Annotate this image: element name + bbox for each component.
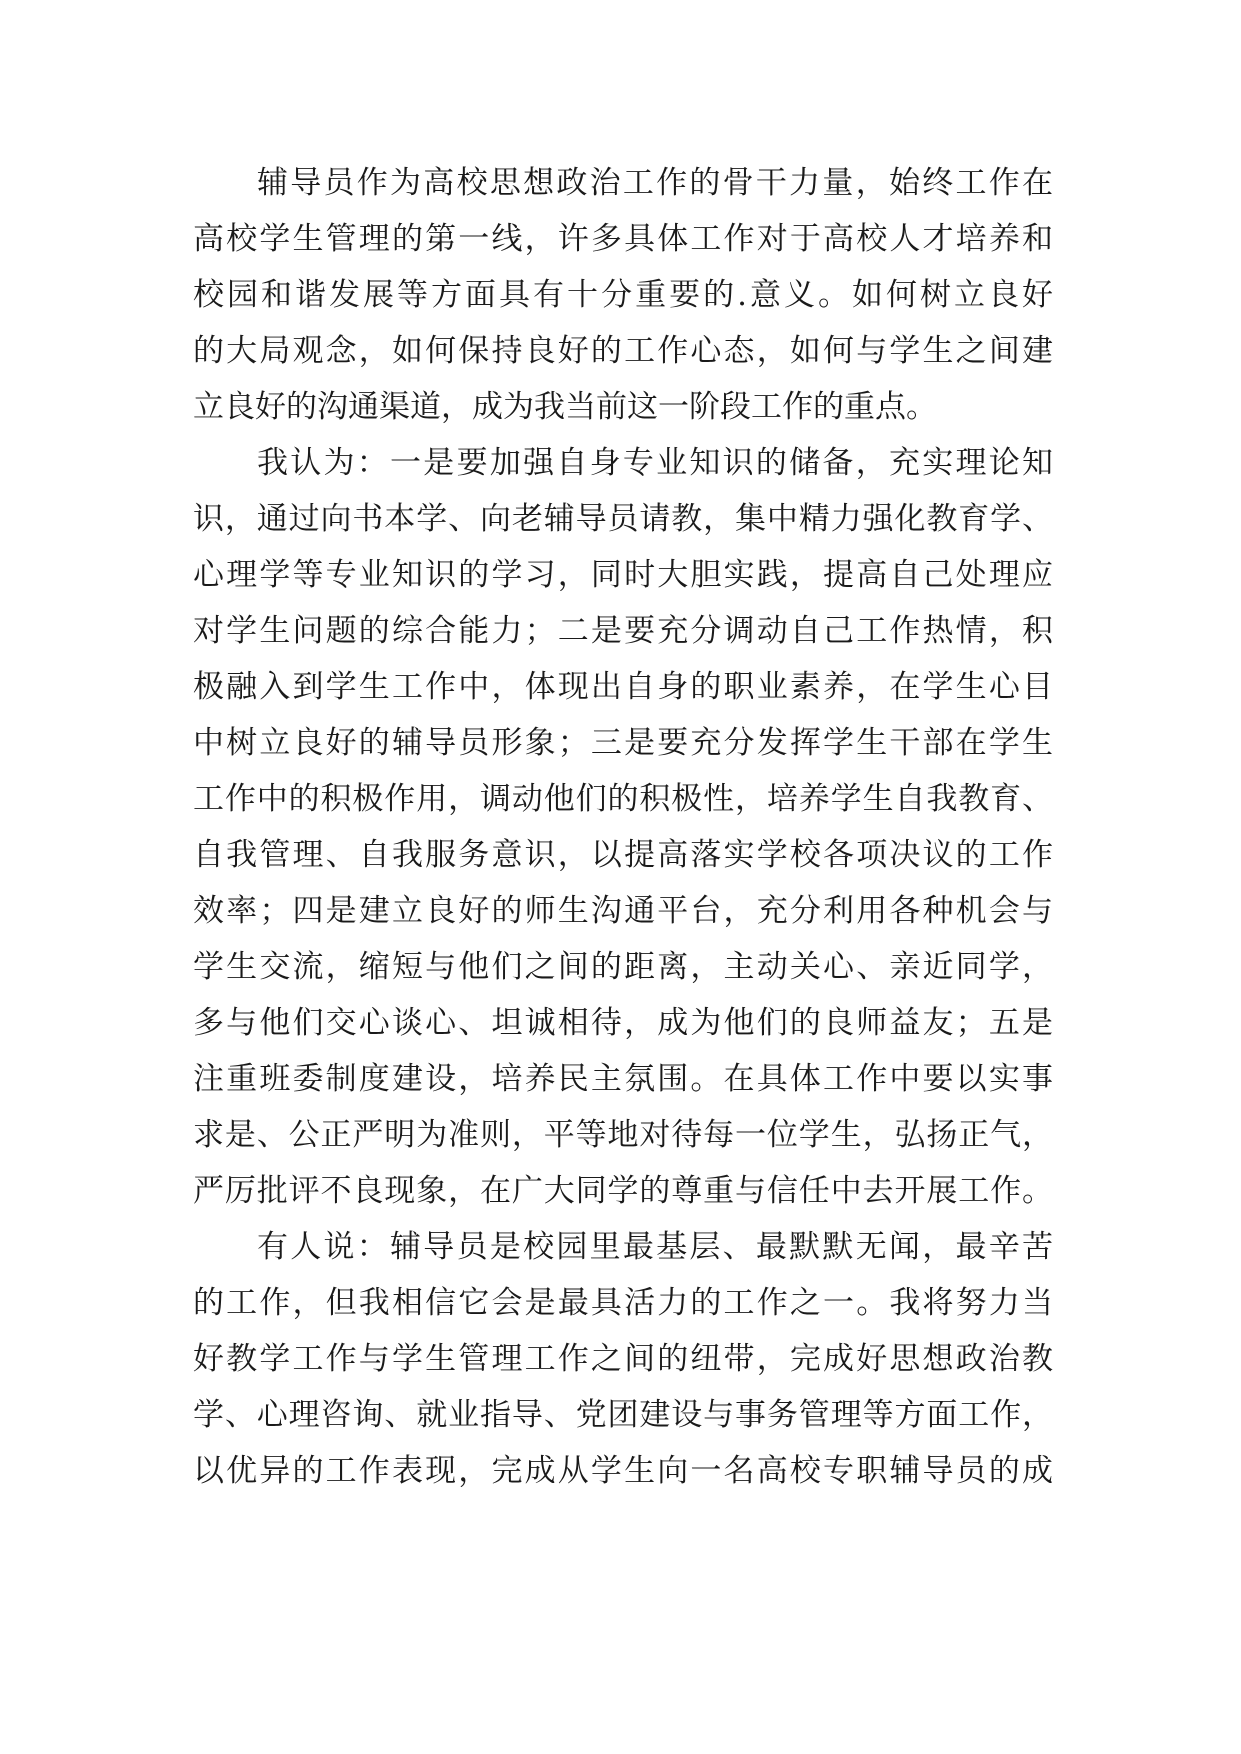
text-line: 辅导员作为高校思想政治工作的骨干力量，始终工作在 xyxy=(257,165,1053,201)
text-line: 立良好的沟通渠道，成为我当前这一阶段工作的重点。 xyxy=(193,389,937,425)
text-line: 识，通过向书本学、向老辅导员请教，集中精力强化教育学、 xyxy=(193,501,1053,537)
text-line: 的大局观念，如何保持良好的工作心态，如何与学生之间建 xyxy=(193,333,1053,369)
text-line: 极融入到学生工作中，体现出自身的职业素养，在学生心目 xyxy=(193,669,1053,705)
text-line: 求是、公正严明为准则，平等地对待每一位学生，弘扬正气， xyxy=(193,1117,1053,1153)
text-line: 对学生问题的综合能力；二是要充分调动自己工作热情，积 xyxy=(193,613,1053,649)
text-line: 自我管理、自我服务意识，以提高落实学校各项决议的工作 xyxy=(193,837,1053,873)
text-line: 心理学等专业知识的学习，同时大胆实践，提高自己处理应 xyxy=(193,557,1053,593)
text-line: 校园和谐发展等方面具有十分重要的.意义。如何树立良好 xyxy=(193,277,1053,313)
text-line: 有人说：辅导员是校园里最基层、最默默无闻，最辛苦 xyxy=(257,1229,1053,1265)
text-line: 的工作，但我相信它会是最具活力的工作之一。我将努力当 xyxy=(193,1285,1053,1321)
text-line: 学生交流，缩短与他们之间的距离，主动关心、亲近同学， xyxy=(193,949,1053,985)
text-line: 学、心理咨询、就业指导、党团建设与事务管理等方面工作， xyxy=(193,1397,1053,1433)
text-line: 高校学生管理的第一线，许多具体工作对于高校人才培养和 xyxy=(193,221,1053,257)
text-line: 工作中的积极作用，调动他们的积极性，培养学生自我教育、 xyxy=(193,781,1053,817)
text-line: 中树立良好的辅导员形象；三是要充分发挥学生干部在学生 xyxy=(193,725,1053,761)
text-line: 以优异的工作表现，完成从学生向一名高校专职辅导员的成 xyxy=(193,1453,1053,1489)
text-line: 注重班委制度建设，培养民主氛围。在具体工作中要以实事 xyxy=(193,1061,1053,1097)
text-line: 好教学工作与学生管理工作之间的纽带，完成好思想政治教 xyxy=(193,1341,1053,1377)
text-line: 严厉批评不良现象，在广大同学的尊重与信任中去开展工作。 xyxy=(193,1173,1053,1209)
text-line: 效率；四是建立良好的师生沟通平台，充分利用各种机会与 xyxy=(193,893,1053,929)
text-line: 我认为：一是要加强自身专业知识的储备，充实理论知 xyxy=(257,445,1053,481)
text-line: 多与他们交心谈心、坦诚相待，成为他们的良师益友；五是 xyxy=(193,1005,1053,1041)
